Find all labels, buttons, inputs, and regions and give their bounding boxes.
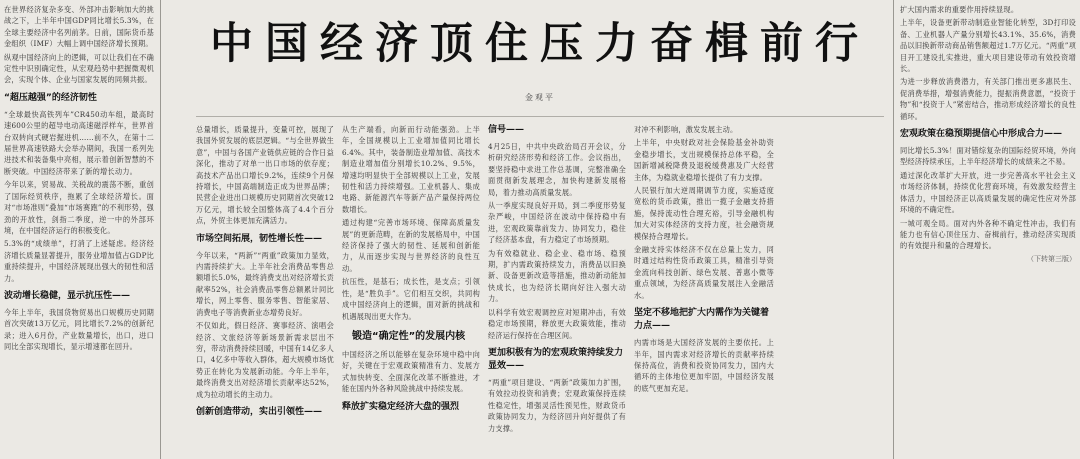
paragraph: 中国经济之所以能够在复杂环境中稳中向好，关键在于宏观政策精准有力、发展方式加快转变、全面深化改革不断推进，才能在国内外各种风险挑战中持续发展。: [342, 349, 480, 394]
paragraph: 今年以来，“两新”“两重”政策加力显效，内需持续扩大。上半年社会消费品零售总额增长5.0%，最终消费支出对经济增长贡献率52%，社会消费品零售总额累计同比增长，网上零售、服务零售、智能家居、消费电子等消费新业态增势良好。: [196, 250, 334, 317]
paragraph: 扩大国内需求的重要作用持续显现。: [900, 5, 1019, 14]
paragraph: 不仅如此，假日经济、赛事经济、演唱会经济、文旅经济等新场景新需求层出不穷，带动消费持续回暖，中国有14亿多人口，4亿多中等收入群体，超大规模市场优势正在转化为发展新动能。今年上半年，最终消费支出对经济增长贡献率达52%，成为拉动增长的主动力。: [196, 321, 334, 399]
column-divider: [893, 0, 894, 459]
paragraph: 纵观中国经济向上的逻辑，可以让我们在不确定性中识别确定性，从宏观趋势中把握微观机会，实现个体、企业与国家发展的同频共振。: [4, 52, 154, 85]
paragraph: “两重”项目建设、“两新”政策加力扩围，有效拉动投资和消费；宏观政策保持连续性稳定性，增强灵活性预见性，财政货币政策协同发力，为经济回升向好提供了有力支撑。: [488, 377, 626, 433]
subheading: 释放扩实稳定经济大盘的强烈: [342, 401, 460, 412]
headline-rule: [196, 116, 884, 117]
paragraph: 为有效稳就业、稳企业、稳市场、稳预期，扩内需政策持续发力，消费品以旧换新、设备更新改造等措施，推动新动能加快成长，也为经济长期向好注入强大动力。: [488, 248, 626, 304]
paragraph: 通过构建“完善市场环境、保障高质量发展”的更新范畴，在新的发展格局中，中国经济保持了强大的韧性、延展和创新能力，从而逐步实现与世界经济的良性互动。: [342, 218, 480, 273]
paragraph: 上半年，中央财政对社会保险基金补助资金稳步增长，支出规模保持总体平稳，全国新增减税降费及退税缓费惠及广大经营主体，为稳就业稳增长提供了有力支撑。: [634, 138, 774, 182]
article-column-5: [634, 124, 774, 452]
paragraph: 今年以来，贸易战、关税战的震荡不断，重创了国际经贸秩序，拖累了全球经济增长。面对“市场准则”叠加“市场赛跑”的不利形势，强劲的开放性，剑指二季度，逆一中的外部环境，在中国经济运行的积极变化。: [4, 180, 154, 235]
paragraph: 在世界经济复杂多变、外部冲击影响加大的挑战之下，上半年中国GDP同比增长5.3%，在全球主要经济中名列前茅。日前，国际货币基金组织（IMF）大幅上调中国经济增长预期。: [4, 5, 154, 49]
article-column-2: [196, 124, 334, 452]
paragraph: 一城可观全局。面对内外各种不确定性冲击，我们有能力也有信心顶住压力、奋楫前行，推动经济实现质的有效提升和量的合理增长。: [900, 218, 1076, 251]
headline: 中国经济顶住压力奋楫前行: [210, 19, 870, 69]
paragraph: 今年上半年，我国货物贸易出口规模历史同期首次突破13万亿元，同比增长7.2%的创新纪录；进入6月份，产业数量增长，出口，进口同比全部实现增长，显示增速都在回升。: [4, 307, 154, 352]
article-column-4: [488, 124, 626, 452]
paragraph: 从生产端看，向新而行动能强劲。上半年，全国规模以上工业增加值同比增长6.4%。其中，装备制造业增加值、高技术制造业增加值分别增长10.2%、9.5%，增速均明显快于全部规模以上工业，发展韧性和活力持续增强。工业机器人、集成电路、新能源汽车等新产品产量保持两位数增长。: [342, 125, 480, 214]
subheading: 信号——: [488, 125, 525, 135]
subheading: 波动增长稳健，显示抗压性——: [4, 290, 131, 301]
paragraph: 总量增长，质量提升，变量可控，展现了我国外贸发展的底层逻辑。“与全世界做生意”，中国与各国产业链供应链的合作日益深化，推动了对单一出口市场的依存度；高技术产品出口增长9.2%，连续9个月保持增长，中国高端制造正成为世界品牌；民营企业进出口规模历史同期首次突破12万亿元，增长较全国整体高了4.4个百分点，外贸主体更加充满活力。: [196, 125, 334, 226]
column-divider: [160, 0, 161, 459]
continued-note: （下转第三版）: [1027, 254, 1076, 263]
paragraph: 为进一步释放消费潜力，有关部门推出更多惠民生、促消费举措，增强消费能力，提振消费意愿，“投资于物”和“投资于人”紧密结合，推动形成经济增长的良性循环。: [900, 77, 1076, 121]
subheading: 市场空间拓展，韧性增长性——: [196, 233, 323, 244]
paragraph: 通过深化改革扩大开放，进一步完善高水平社会主义市场经济体制，持续优化营商环境，有效激发经营主体活力，中国经济正以高质量发展的确定性应对外部环境的不确定性。: [900, 170, 1076, 215]
article-column-3: [342, 124, 480, 452]
subheading: 创新创造带动，实出引领性——: [196, 406, 323, 417]
article-column-1: [4, 4, 154, 456]
article-column-6: [900, 4, 1076, 456]
paragraph: 4月25日，中共中央政治局召开会议，分析研究经济形势和经济工作。会议指出，要坚持稳中求进工作总基调，完整准确全面贯彻新发展理念，加快构建新发展格局，着力推动高质量发展。: [488, 142, 626, 197]
paragraph: 以科学有效宏观调控应对短期冲击，有效稳定市场预期，释放更大政策效能，推动经济运行保持在合理区间。: [488, 307, 626, 340]
subheading: 更加积极有为的宏观政策持续发力显效——: [488, 347, 624, 371]
paragraph: 金融支持实体经济不仅在总量上发力，同时通过结构性货币政策工具，精准引导资金流向科技创新、绿色发展、普惠小微等重点领域，为经济高质量发展注入金融活水。: [634, 245, 774, 300]
subheading: 宏观政策在稳预期提信心中形成合力——: [900, 129, 1063, 140]
byline: 金观平: [525, 93, 555, 102]
paragraph: “全球最快高铁列车”CR450动车组，最高时速600公里的超导电动高速磁浮样车，世界首台双转向式硬岩掘进机……前不久，在第十二届世界高速铁路大会举办期间，我国一系列先进技术和装备集中亮相，展示着创新智慧的不断突破。中国经济带来了新的增长动力。: [4, 109, 154, 176]
paragraph: 同比增长5.3%！面对错综复杂的国际经贸环境，外向型经济持续承压，上半年经济增长的成绩来之不易。: [900, 146, 1076, 167]
paragraph: 上半年，设备更新带动制造业智能化转型，3D打印设备、工业机器人产量分别增长43.1%、35.6%，消费品以旧换新带动商品销售额超过1.7万亿元。“两重”项目开工建设扎实推进，重大项目建设带动有效投资增长。: [900, 18, 1076, 74]
paragraph: 5.3%的“成绩单”，打消了上述疑虑。经济经济增长质量显著提升，服务业增加值占GDP比重持续提升，中国经济展现出强大的韧性和活力。: [4, 239, 154, 283]
paragraph: 内需市场是大国经济发展的主要依托。上半年，国内需求对经济增长的贡献率持续保持高位，消费和投资协同发力，国内大循环的主体地位更加牢固，中国经济发展的底气更加充足。: [634, 338, 774, 393]
subheading: “超压越强”的经济韧性: [4, 92, 97, 103]
paragraph: 人民银行加大逆周期调节力度，实施适度宽松的货币政策，推出一揽子金融支持措施，保持流动性合理充裕，引导金融机构加大对实体经济的支持力度，社会融资规模保持合理增长。: [634, 186, 774, 241]
paragraph: 抗压性，是基石；成长性，是支点；引领性，是“胜负手”。它们相互交织，共同构成中国经济向上的逻辑，面对新的挑战和机遇展现出更大作为。: [342, 277, 480, 321]
paragraph: 对冲不利影响，激发发展主动。: [634, 125, 738, 134]
subheading: 锻造“确定性”的发展内核: [352, 330, 466, 342]
paragraph: 从一季度实现良好开局，到二季度形势复杂严峻，中国经济在波动中保持稳中有进，宏观政策靠前发力、协同发力，稳住了经济基本盘，有力稳定了市场预期。: [488, 201, 626, 245]
subheading: 坚定不移地把扩大内需作为关键着力点——: [634, 308, 770, 332]
